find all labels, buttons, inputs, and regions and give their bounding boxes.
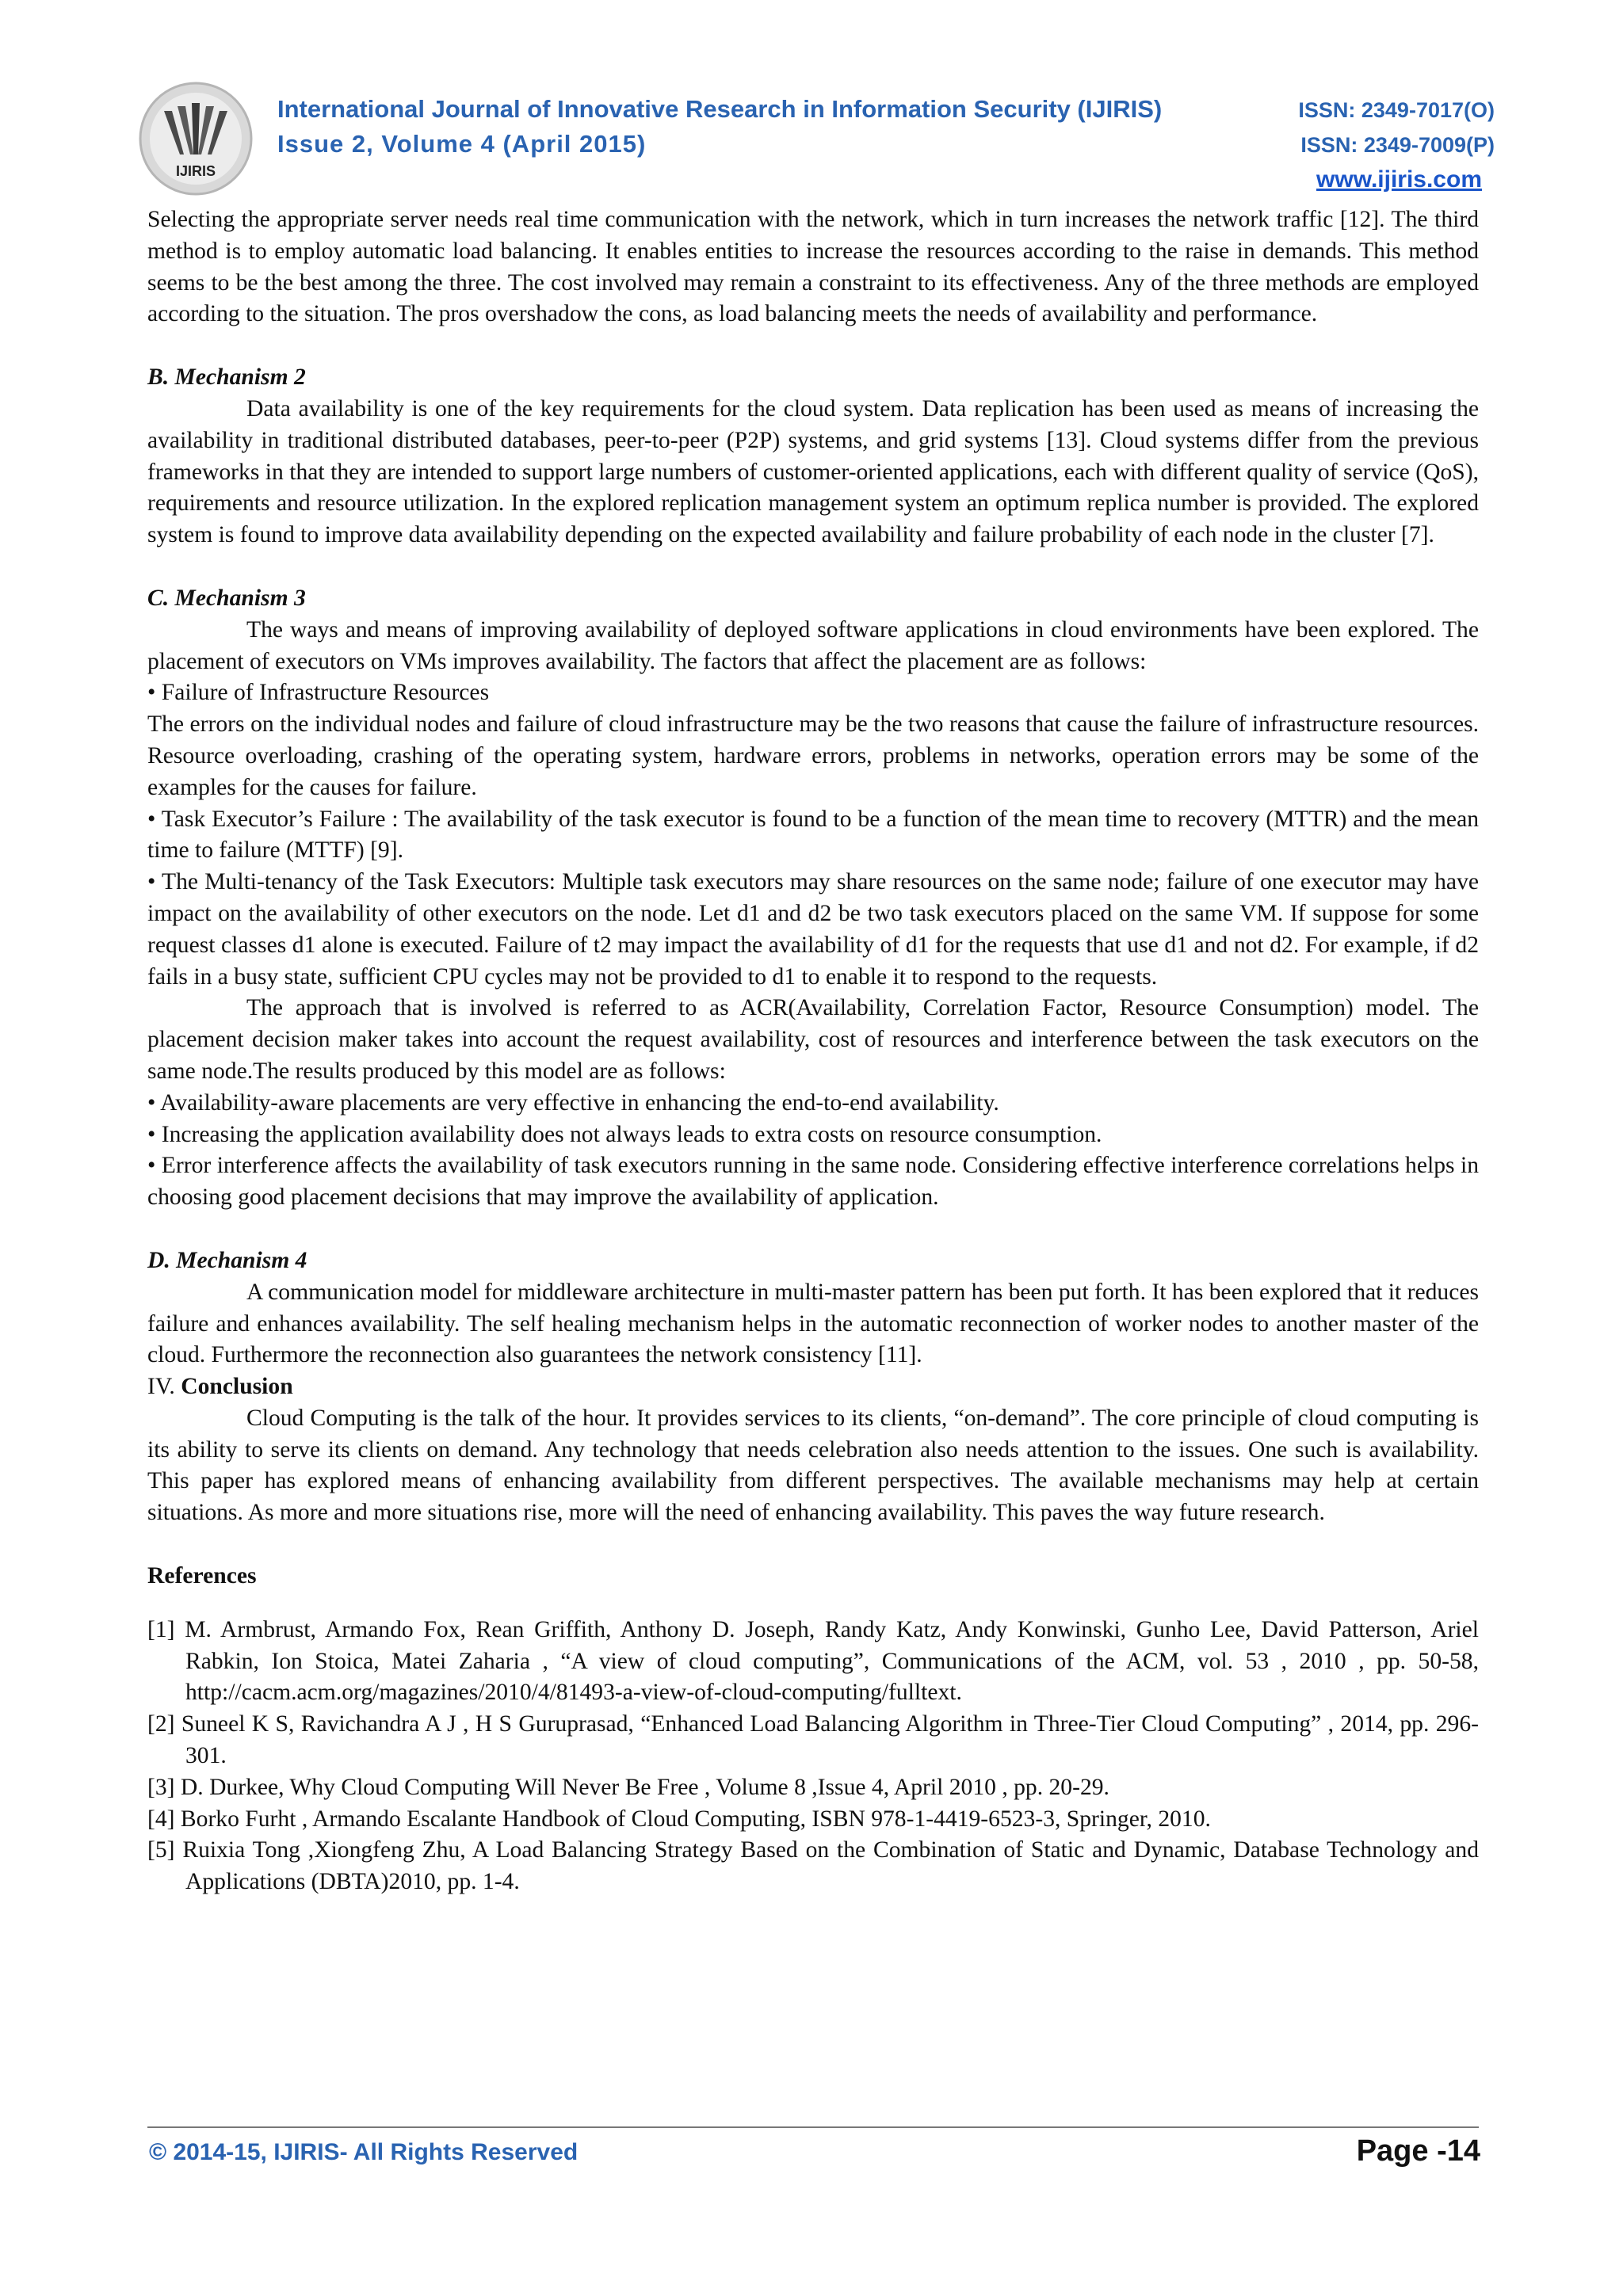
- mechanism-3-paragraph-2: The errors on the individual nodes and failure of cloud infrastructure may be the two reasons that cause the failure of infrastructure resources. Resource overloading, crashing of the operating system, hardware errors, problems in networks, operation errors may be some of the examples for the causes for failure.: [147, 711, 1479, 800]
- reference-item: [1] M. Armbrust, Armando Fox, Rean Griffith, Anthony D. Joseph, Randy Katz, Andy Konwinski, Gunho Lee, David Patterson, Ariel Rabkin, Ion Stoica, Matei Zaharia , “A view of cloud computing”, Communications of the ACM, vol. 53 , 2010 , pp. 50-58, http://cacm.acm.org/magazines/2010/4/81493-a-view-of-cloud-computing/fulltext.: [147, 1616, 1479, 1706]
- article-body: [147, 204, 1479, 1898]
- issn-online: ISSN: 2349-7017(O): [1298, 98, 1495, 122]
- journal-logo: [136, 79, 255, 198]
- mechanism-3-paragraph-3: The approach that is involved is referred to as ACR(Availability, Correlation Factor, Resource Consumption) model. The placement decision maker takes into account the request availability, cost of resources and interference between the task executors on the same node.The results produced by this model are as follows:: [147, 995, 1479, 1084]
- page-header: [143, 79, 1495, 198]
- mechanism-3-result-1: • Availability-aware placements are very effective in enhancing the end-to-end availability.: [147, 1089, 999, 1116]
- copyright-notice: © 2014-15, IJIRIS- All Rights Reserved: [149, 2139, 579, 2165]
- reference-item: [3] D. Durkee, Why Cloud Computing Will Never Be Free , Volume 8 ,Issue 4, April 2010 , pp. 20-29.: [147, 1774, 1109, 1800]
- mechanism-2-paragraph: Data availability is one of the key requirements for the cloud system. Data replication has been used as means of increasing the availability in traditional distributed databases, peer-to-peer (P2P) systems, and grid systems [13]. Cloud systems differ from the previous frameworks in that they are intended to support large numbers of customer-oriented applications, each with different quality of service (QoS), requirements and resource utilization. In the explored replication management system an optimum replica number is provided. The explored system is found to improve data availability depending on the expected availability and failure probability of each node in the cluster [7].: [147, 395, 1479, 548]
- mechanism-3-paragraph-1: The ways and means of improving availability of deployed software applications in cloud environments have been explored. The placement of executors on VMs improves availability. The factors that affect the placement are as follows:: [147, 616, 1479, 674]
- references-heading: References: [147, 1563, 257, 1589]
- conclusion-paragraph: Cloud Computing is the talk of the hour. It provides services to its clients, “on-demand”. The core principle of cloud computing is its ability to serve its clients on demand. Any technology that needs celebration also needs attention to the issues. One such is availability. This paper has explored means of enhancing availability from different perspectives. The available mechanisms may help at certain situations. As more and more situations rise, more will the need of enhancing availability. This paves the way future research.: [147, 1405, 1479, 1526]
- mechanism-4-heading: D. Mechanism 4: [147, 1247, 307, 1273]
- logo-text: IJIRIS: [175, 163, 216, 179]
- conclusion-heading: [147, 1371, 1479, 1403]
- intro-paragraph: Selecting the appropriate server needs real time communication with the network, which in turn increases the network traffic [12]. The third method is to employ automatic load balancing. It enables entities to increase the resources according to the raise in demands. This method seems to be the best among the three. The cost involved may remain a constraint to its effectiveness. Any of the three methods are employed according to the situation. The pros overshadow the cons, as load balancing meets the needs of availability and performance.: [147, 207, 1479, 327]
- page-number: Page -14: [1356, 2134, 1480, 2168]
- reference-item: [4] Borko Furht , Armando Escalante Handbook of Cloud Computing, ISBN 978-1-4419-6523-3, Springer, 2010.: [147, 1806, 1211, 1832]
- mechanism-3-result-3: • Error interference affects the availability of task executors running in the same node. Considering effective interference correlations helps in choosing good placement decisions that may improve the availability of application.: [147, 1153, 1479, 1211]
- footer-divider: [147, 2126, 1479, 2128]
- conclusion-title: Conclusion: [181, 1374, 293, 1400]
- mechanism-3-bullet-1: • Failure of Infrastructure Resources: [147, 680, 490, 706]
- mechanism-3-bullet-2: • Task Executor’s Failure : The availability of the task executor is found to be a function of the mean time to recovery (MTTR) and the mean time to failure (MTTF) [9].: [147, 806, 1479, 864]
- conclusion-number: IV.: [147, 1374, 175, 1400]
- mechanism-3-heading: C. Mechanism 3: [147, 585, 306, 611]
- references-list: [147, 1615, 1479, 1898]
- mechanism-2-heading: B. Mechanism 2: [147, 364, 306, 391]
- reference-item: [5] Ruixia Tong ,Xiongfeng Zhu, A Load Balancing Strategy Based on the Combination of Static and Dynamic, Database Technology and Applications (DBTA)2010, pp. 1-4.: [147, 1837, 1479, 1895]
- reference-item: [2] Suneel K S, Ravichandra A J , H S Guruprasad, “Enhanced Load Balancing Algorithm in Three-Tier Cloud Computing” , 2014, pp. 296-301.: [147, 1711, 1479, 1769]
- issn-print: ISSN: 2349-7009(P): [1300, 133, 1495, 157]
- mechanism-4-paragraph: A communication model for middleware architecture in multi-master pattern has been put forth. It has been explored that it reduces failure and enhances availability. The self healing mechanism helps in the automatic reconnection of worker nodes to another master of the cloud. Furthermore the reconnection also guarantees the network consistency [11].: [147, 1279, 1479, 1368]
- issue-line: Issue 2, Volume 4 (April 2015): [277, 130, 647, 158]
- mechanism-3-result-2: • Increasing the application availability does not always leads to extra costs on resource consumption.: [147, 1121, 1102, 1147]
- journal-title: International Journal of Innovative Research in Information Security (IJIRIS): [277, 95, 1163, 123]
- mechanism-3-bullet-3: • The Multi-tenancy of the Task Executors: Multiple task executors may share resources on the same node; failure of one executor may have impact on the availability of other executors on the node. Let d1 and d2 be two task executors placed on the same VM. If suppose for some request classes d1 alone is executed. Failure of t2 may impact the availability of d1 for the requests that use d1 and not d2. For example, if d2 fails in a busy state, sufficient CPU cycles may not be provided to d1 to enable it to respond to the requests.: [147, 869, 1479, 990]
- website-link[interactable]: www.ijiris.com: [1316, 166, 1482, 193]
